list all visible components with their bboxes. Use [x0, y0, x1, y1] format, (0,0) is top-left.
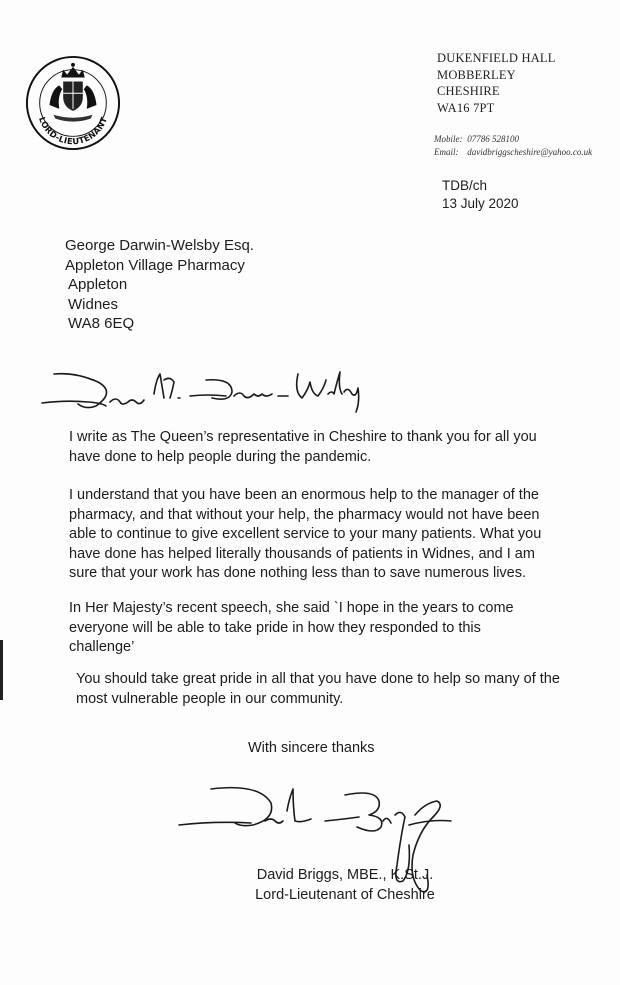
email-label: Email: [434, 146, 459, 157]
body-paragraph [69, 486, 559, 584]
signatory-block [220, 865, 470, 905]
body-line: sure that your work has done nothing less than to save numerous lives. [69, 565, 527, 581]
sender-address [437, 50, 556, 116]
recipient-line: Widnes [68, 295, 119, 313]
body-line: able to continue to give excellent service to your many patients. What you [69, 526, 542, 542]
address-line: CHESHIRE [437, 84, 500, 98]
sender-contact [434, 133, 592, 158]
body-line: challenge’ [69, 639, 135, 655]
mobile-label: Mobile: [434, 134, 463, 144]
reference-code: TDB/ch [442, 178, 488, 193]
body-paragraph [69, 428, 559, 467]
body-line: everyone will be able to take pride in how they responded to this [69, 619, 481, 636]
recipient-line: Appleton [68, 276, 128, 293]
body-paragraph [76, 670, 566, 709]
recipient-name: George Darwin-Welsby Esq. [65, 237, 254, 254]
address-line: DUKENFIELD HALL [437, 51, 556, 65]
body-line: I understand that you have been an enormous help to the manager of the [69, 487, 539, 503]
lord-lieutenant-seal-icon [24, 54, 122, 152]
address-line: MOBBERLEY [437, 67, 516, 82]
reference-block [442, 177, 519, 213]
body-line: You should take great pride in all that you have done to help so many of the [76, 671, 560, 687]
closing-line: With sincere thanks [248, 740, 375, 756]
recipient-line: Appleton Village Pharmacy [65, 256, 245, 274]
body-line: pharmacy, and that without your help, the pharmacy would not have been [69, 506, 540, 523]
body-line: have done to help people during the pandemic. [69, 448, 372, 465]
email-value: davidbriggscheshire@yahoo.co.uk [467, 146, 593, 157]
signatory-title: Lord-Lieutenant of Cheshire [255, 887, 435, 903]
body-paragraph [69, 599, 559, 658]
scan-edge-mark [0, 640, 3, 700]
handwritten-salutation [36, 358, 376, 418]
recipient-address [65, 236, 254, 334]
body-line: most vulnerable people in our community. [76, 690, 344, 707]
letter-date: 13 July 2020 [442, 196, 519, 211]
body-line: In Her Majesty’s recent speech, she said `I hope in the years to come [69, 600, 514, 616]
body-line: I write as The Queen’s representative in Cheshire to thank you for all you [69, 429, 537, 445]
signatory-name: David Briggs, MBE., K.St.J. [256, 867, 434, 883]
recipient-line: WA8 6EQ [68, 315, 135, 332]
mobile-value: 07786 528100 [467, 134, 519, 144]
address-line: WA16 7PT [437, 100, 495, 115]
body-line: have done has helped literally thousands of patients in Widnes, and I am [69, 545, 535, 562]
svg-text:LORD-LIEUTENANT: LORD-LIEUTENANT [36, 115, 110, 147]
